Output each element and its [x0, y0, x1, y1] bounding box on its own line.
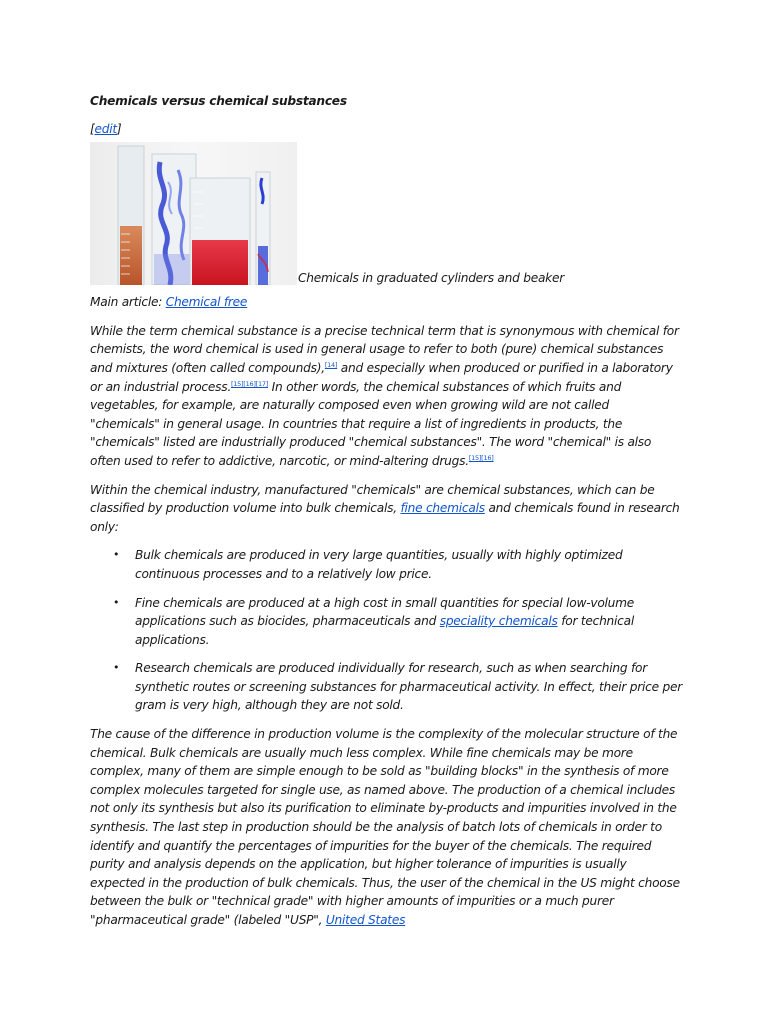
paragraph-2 [90, 481, 682, 537]
paragraph-2-text-b: and chemicals found in research only: [90, 501, 680, 534]
figure-caption: Chemicals in graduated cylinders and beaker [298, 270, 564, 285]
edit-bracket-close: ] [116, 121, 122, 136]
paragraph-3-text: The cause of the difference in production volume is the complexity of the molecular structure of the chemical. Bulk chemicals are usually much less complex. While fine chemicals may be more complex, many of them are simple enough to be sold as "building blocks" in the synthesis of more complex molecules targeted for single use, as named above. The production of a chemical includes not only its synthesis but also its purification to eliminate by-products and impurities involved in the synthesis. The last step in production should be the analysis of batch lots of chemicals in order to identify and quantify the percentages of impurities for the buyer of the chemicals. The required purity and analysis depends on the application, but higher tolerance of impurities is usually expected in the production of bulk chemicals. Thus, the user of the chemical in the US might choose between the bulk or "technical grade" with higher amounts of impurities or a much purer "pharmaceutical grade" (labeled "USP", [90, 727, 680, 927]
edit-bracket-open: [ [90, 121, 95, 136]
list-item [90, 659, 682, 715]
chemical-free-link[interactable]: Chemical free [165, 295, 248, 310]
paragraph-2-text-a: Within the chemical industry, manufactured "chemicals" are chemical substances, which can be classified by production volume into bulk chemicals, [90, 482, 655, 516]
paragraph-3 [90, 725, 682, 930]
edit-link[interactable]: edit [94, 121, 117, 136]
speciality-chemicals-link[interactable]: speciality chemicals [439, 614, 558, 629]
paragraph-1 [90, 322, 682, 471]
main-article-label: Main article: [90, 295, 166, 310]
main-article-line [90, 293, 682, 312]
bullet-icon: • [113, 548, 120, 562]
research-chemicals-text: Research chemicals are produced individually for research, such as when searching for synthetic routes or screening substances for pharmaceutical activity. In effect, their price per gram is very high, although they are not sold. [135, 661, 682, 713]
citation-14[interactable]: [14] [324, 360, 338, 369]
paragraph-1-text-c: In other words, the chemical substances of which fruits and vegetables, for example, are naturally composed even when growing wild are not called "chemicals" in general usage. In countries that require a list of ingredients in products, the "chemicals" listed are industrially produced "chemical substances". The word "chemical" is also often used to refer to addictive, narcotic, or mind-altering drugs. [90, 379, 652, 468]
section-heading: Chemicals versus chemical substances [90, 94, 347, 108]
edit-section [90, 120, 682, 139]
fine-chemicals-text-a: Fine chemicals are produced at a high cost in small quantities for special low-volume applications such as biocides, pharmaceuticals and [135, 595, 635, 629]
figure [90, 142, 682, 285]
paragraph-1-text-a: While the term chemical substance is a precise technical term that is synonymous with chemical for chemists, the word chemical is used in general usage to refer to both (pure) chemical substances and mixtures (often called compounds), [90, 323, 679, 375]
citation-15-16-17[interactable]: [15][16][17] [230, 379, 268, 388]
bulk-chemicals-text: Bulk chemicals are produced in very large quantities, usually with highly optimized continuous processes and to a relatively low price. [135, 548, 623, 581]
united-states-link[interactable]: United States [325, 913, 406, 927]
chemicals-photo [90, 142, 297, 285]
fine-chemicals-link[interactable]: fine chemicals [400, 501, 485, 516]
chemical-types-list [90, 546, 682, 715]
bullet-icon: • [113, 595, 120, 609]
paragraph-1-text-b: and especially when produced or purified in a laboratory or an industrial process. [90, 360, 673, 394]
bullet-icon: • [113, 661, 120, 675]
citation-15-16[interactable]: [15][16] [468, 453, 494, 462]
article-section [90, 92, 682, 940]
list-item [90, 546, 682, 583]
fine-chemicals-text-b: for technical applications. [135, 614, 634, 647]
list-item [90, 594, 682, 650]
